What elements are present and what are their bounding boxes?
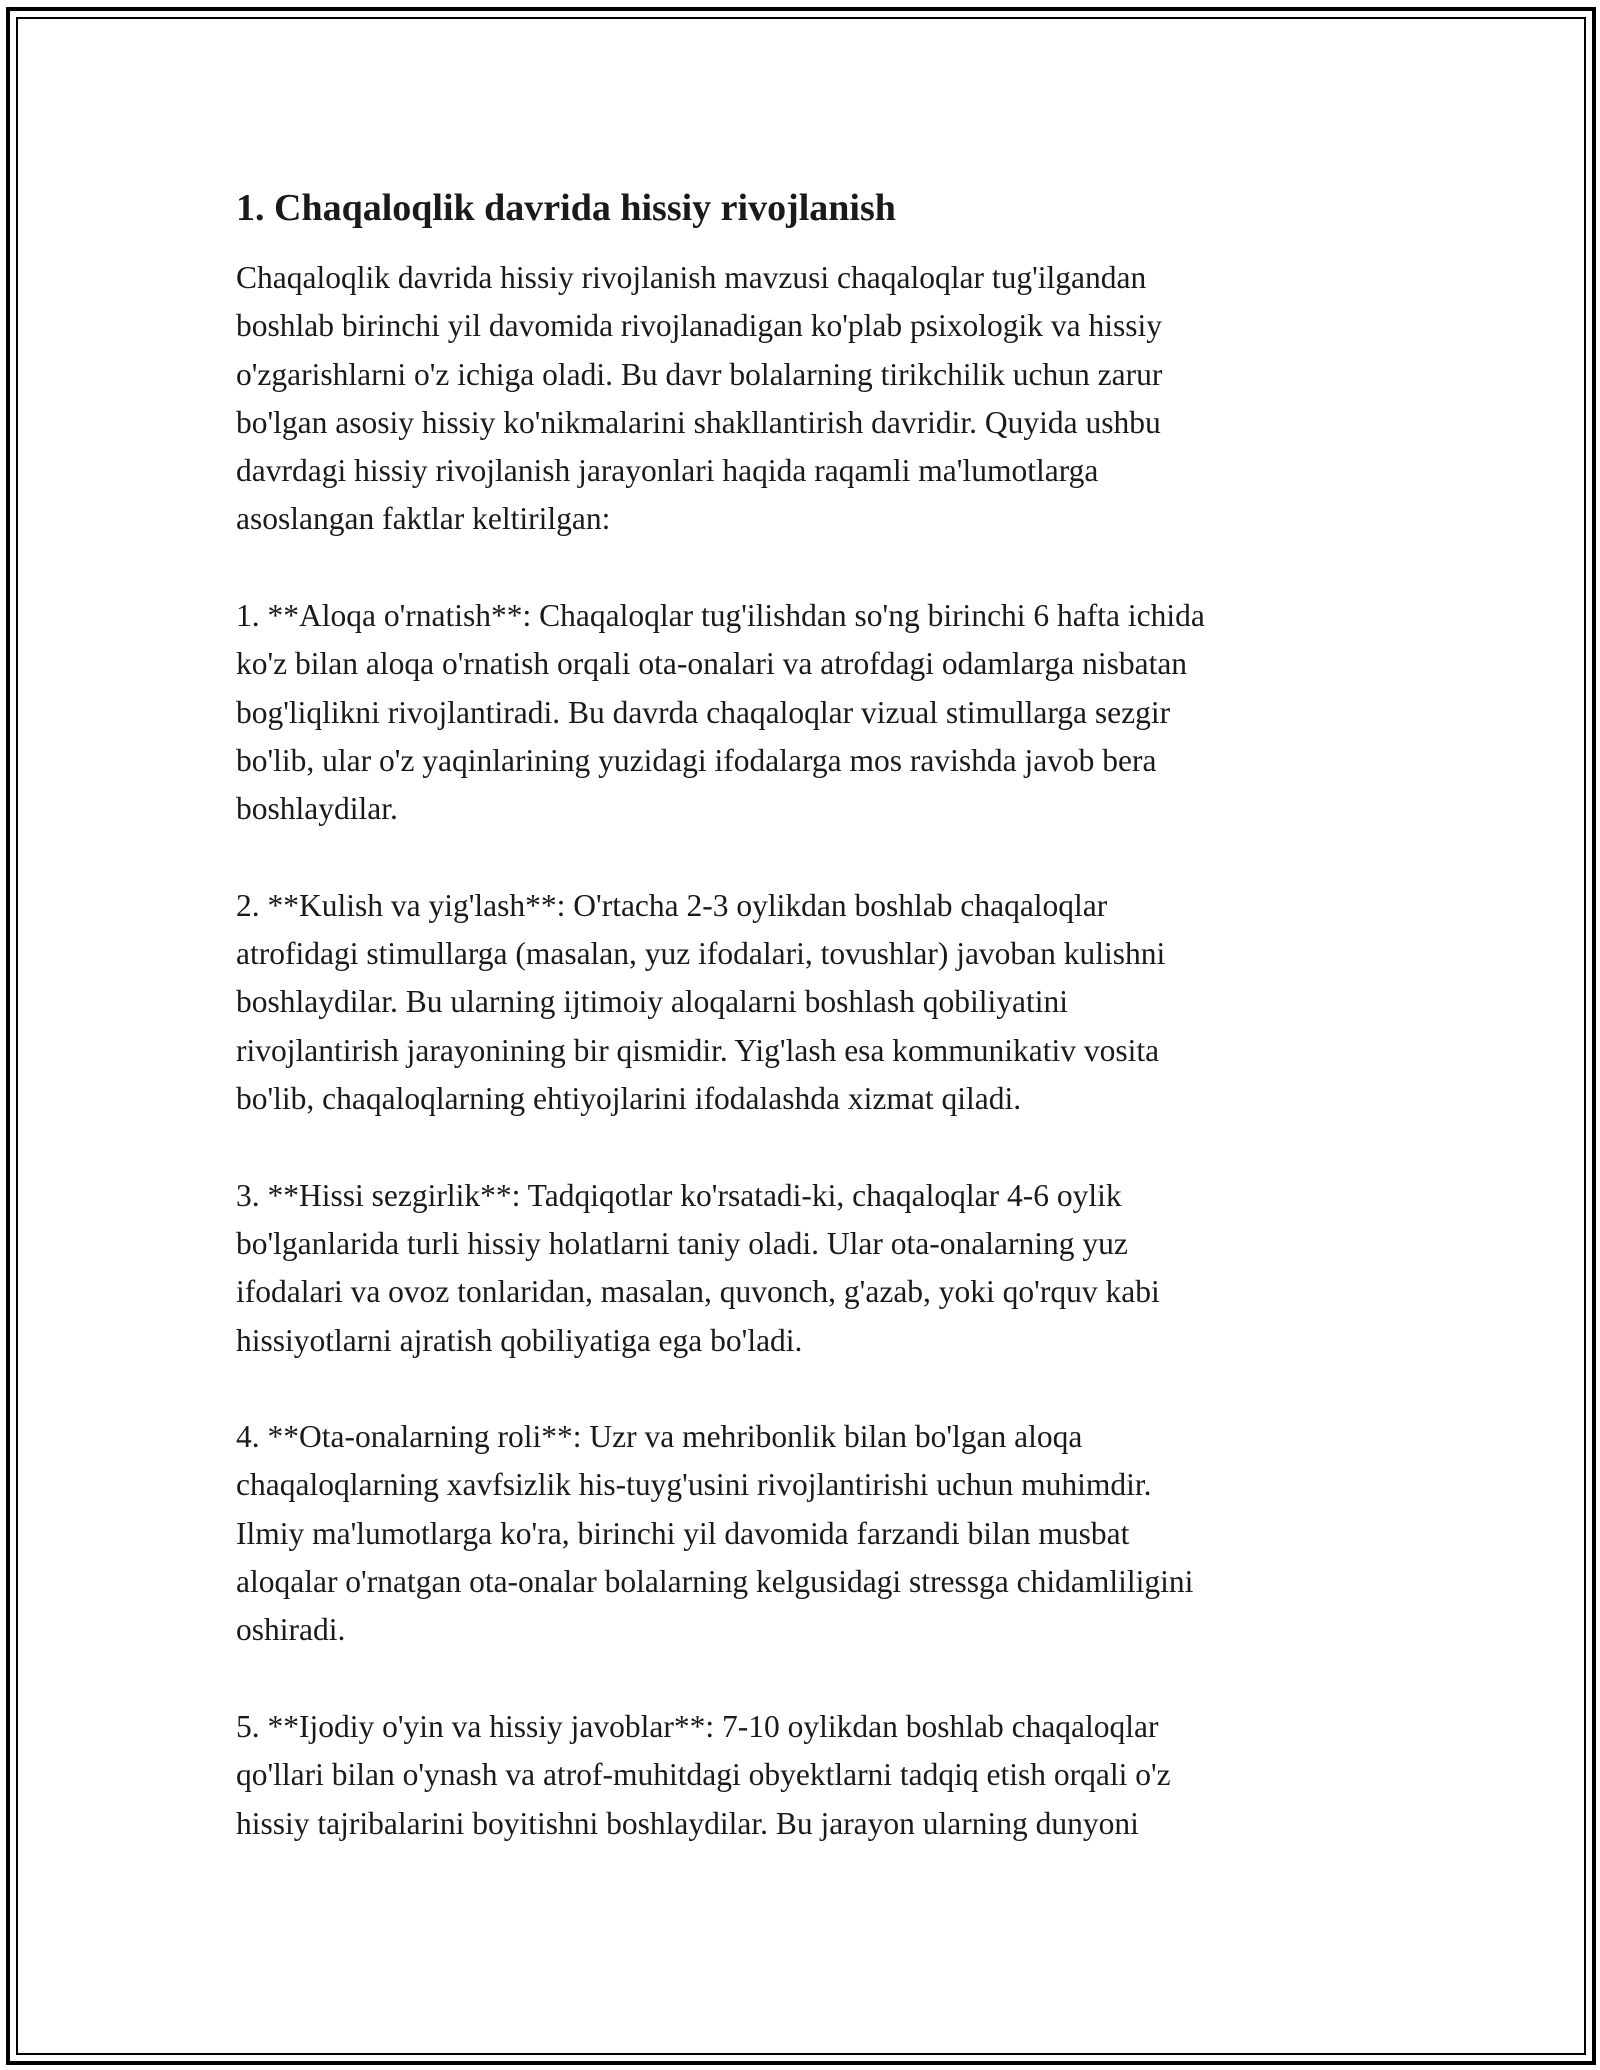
text-line: hissiy tajribalarini boyitishni boshlaydilar. Bu jarayon ularning dunyoni — [236, 1805, 1139, 1841]
text-line: bo'lgan asosiy hissiy ko'nikmalarini shakllantirish davridir. Quyida ushbu — [236, 404, 1161, 440]
text-line: atrofidagi stimullarga (masalan, yuz ifodalari, tovushlar) javoban kulishni — [236, 936, 1166, 972]
text-line: boshlaydilar. — [236, 791, 398, 827]
text-line: 5. **Ijodiy o'yin va hissiy javoblar**: 7-10 oylikdan boshlab chaqaloqlar — [236, 1708, 1159, 1744]
paragraph-item-3 — [236, 1172, 1376, 1365]
text-line: boshlaydilar. Bu ularning ijtimoiy aloqalarni boshlash qobiliyatini — [236, 984, 1069, 1020]
text-line: Chaqaloqlik davrida hissiy rivojlanish mavzusi chaqaloqlar tug'ilgandan — [236, 260, 1147, 295]
text-line: 1. **Aloqa o'rnatish**: Chaqaloqlar tug'ilishdan so'ng birinchi 6 hafta ichida — [236, 598, 1205, 634]
paragraph-spacer — [236, 1365, 1376, 1413]
paragraph-intro — [236, 254, 1376, 544]
paragraph-item-1 — [236, 592, 1376, 833]
paragraph-spacer — [236, 1655, 1376, 1703]
text-line: ifodalari va ovoz tonlaridan, masalan, quvonch, g'azab, yoki qo'rquv kabi — [236, 1274, 1160, 1310]
paragraph-spacer — [236, 544, 1376, 592]
text-line: bo'lib, ular o'z yaqinlarining yuzidagi ifodalarga mos ravishda javob bera — [236, 742, 1157, 778]
paragraph-item-5 — [236, 1703, 1376, 1848]
text-line: davrdagi hissiy rivojlanish jarayonlari haqida raqamli ma'lumotlarga — [236, 453, 1099, 489]
paragraph-item-2 — [236, 882, 1376, 1123]
paragraph-item-4 — [236, 1413, 1376, 1654]
text-line: Ilmiy ma'lumotlarga ko'ra, birinchi yil davomida farzandi bilan musbat — [236, 1515, 1130, 1551]
document-body — [236, 184, 1376, 1848]
text-line: 4. **Ota-onalarning roli**: Uzr va mehribonlik bilan bo'lgan aloqa — [236, 1419, 1083, 1455]
text-line: bo'lganlarida turli hissiy holatlarni taniy oladi. Ular ota-onalarning yuz — [236, 1225, 1128, 1261]
text-line: aloqalar o'rnatgan ota-onalar bolalarning kelgusidagi stressga chidamliligini — [236, 1564, 1194, 1600]
text-line: hissiyotlarni ajratish qobiliyatiga ega bo'ladi. — [236, 1322, 803, 1358]
text-line: asoslangan faktlar keltirilgan: — [236, 501, 611, 537]
text-line: oshiradi. — [236, 1612, 346, 1648]
paragraph-spacer — [236, 834, 1376, 882]
text-line: o'zgarishlarni o'z ichiga oladi. Bu davr bolalarning tirikchilik uchun zarur — [236, 356, 1163, 392]
paragraph-spacer — [236, 1123, 1376, 1171]
text-line: 2. **Kulish va yig'lash**: O'rtacha 2-3 oylikdan boshlab chaqaloqlar — [236, 887, 1108, 923]
text-line: boshlab birinchi yil davomida rivojlanadigan ko'plab psixologik va hissiy — [236, 308, 1163, 344]
text-line: bo'lib, chaqaloqlarning ehtiyojlarini ifodalashda xizmat qiladi. — [236, 1081, 1022, 1117]
section-title: 1. Chaqaloqlik davrida hissiy rivojlanish — [236, 187, 896, 229]
text-line: rivojlantirish jarayonining bir qismidir. Yig'lash esa kommunikativ vosita — [236, 1032, 1160, 1068]
text-line: 3. **Hissi sezgirlik**: Tadqiqotlar ko'rsatadi-ki, chaqaloqlar 4-6 oylik — [236, 1177, 1122, 1213]
text-line: ko'z bilan aloqa o'rnatish orqali ota-onalari va atrofdagi odamlarga nisbatan — [236, 646, 1188, 682]
text-line: qo'llari bilan o'ynash va atrof-muhitdagi obyektlarni tadqiq etish orqali o'z — [236, 1757, 1171, 1793]
text-line: chaqaloqlarning xavfsizlik his-tuyg'usini rivojlantirishi uchun muhimdir. — [236, 1467, 1152, 1503]
text-line: bog'liqlikni rivojlantiradi. Bu davrda chaqaloqlar vizual stimullarga sezgir — [236, 694, 1171, 730]
